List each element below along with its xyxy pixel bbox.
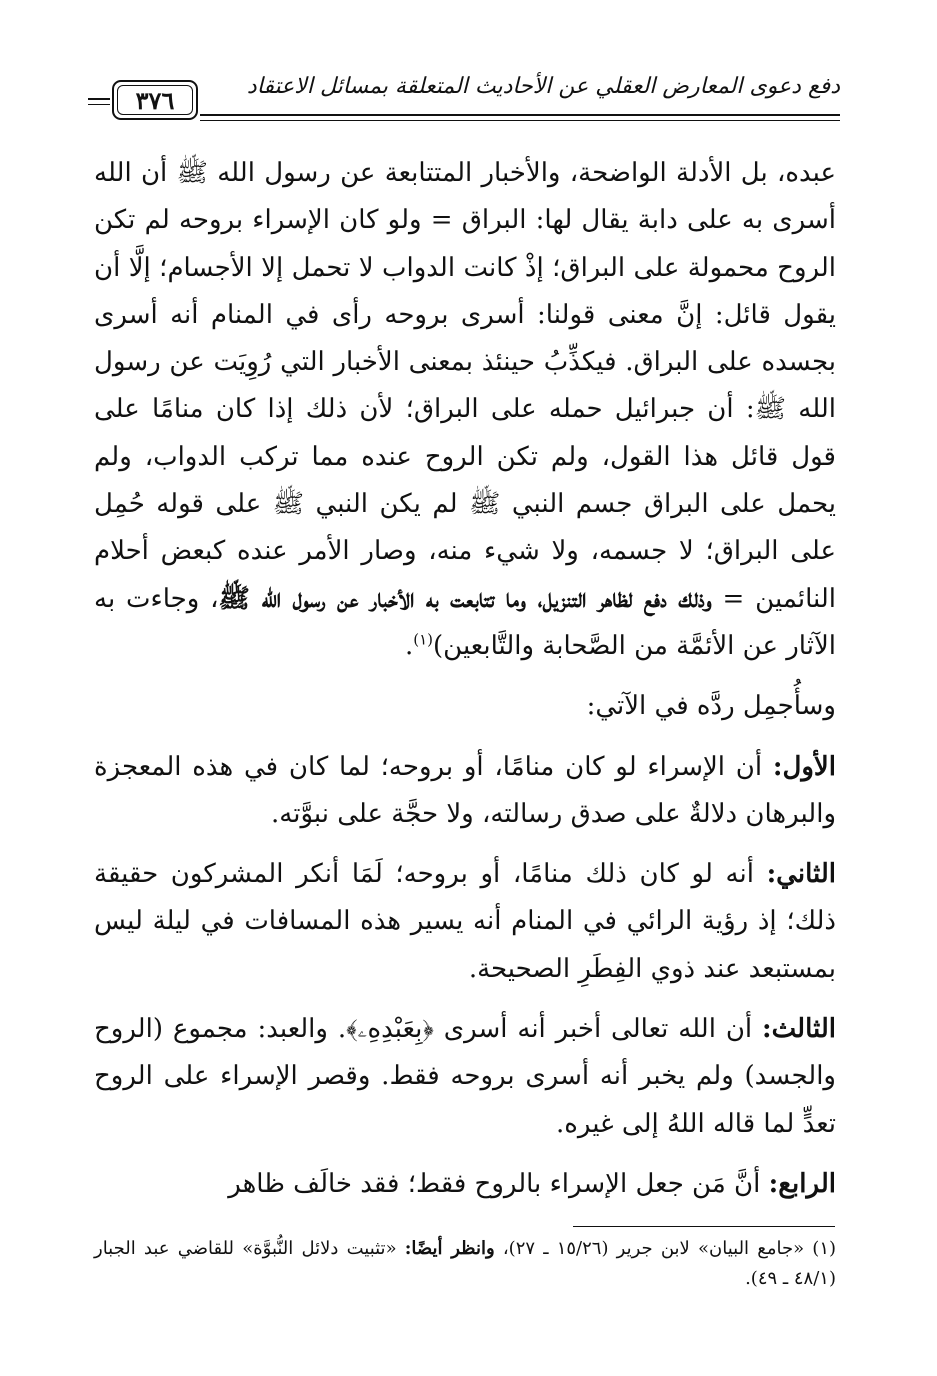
header-rule [200, 120, 840, 121]
footnote-bold-text: وانظر أيضًا: [404, 1238, 495, 1259]
quote-text: عبده، بل الأدلة الواضحة، والأخبار المتتابعة عن رسول الله ﷺ أن الله أسرى به على دابة يقال لها: البراق = ولو كان الإسراء بروحه لم تكن الروح محمولة على البراق؛ إذْ كانت الدواب لا تحمل إلا الأجسام؛ إلَّا أن يقول قائل: إنَّ معنى قولنا: أسرى بروحه رأى في المنام أنه أسرى بجسده على البراق. فيكذِّبُ حينئذ بمعنى الأخبار التي رُوِيَت عن رسول الله ﷺ: أن جبرائيل حمله على البراق؛ لأن ذلك إذا كان منامًا على قول قائل هذا القول، ولم تكن الروح عنده مما تركب الدواب، ولم يحمل على البراق جسم النبي ﷺ لم يكن النبي ﷺ على قوله حُمِل على البراق؛ لا جسمه، ولا شيء منه، وصار الأمر عنده كبعض أحلام النائمين = [94, 158, 836, 614]
footnote-text: «جامع البيان» لابن جرير (١٥/٢٦ ـ ٢٧)، [494, 1238, 813, 1259]
header-rule [88, 98, 110, 100]
page-number-frame [112, 80, 198, 120]
quote-period: . [404, 630, 414, 661]
page-header [88, 70, 840, 130]
footnote-text-end: «تثبيت دلائل النُّبوَّة» للقاضي عبد الجبار (٤٨/١ ـ ٤٩). [94, 1238, 836, 1289]
intro-line: وسأُجمِل ردَّه في الآتي: [586, 691, 836, 722]
point-label: الثاني: [766, 859, 836, 890]
main-text [94, 150, 836, 1208]
point-label: الأول: [772, 751, 836, 782]
footnote-separator [573, 1226, 835, 1227]
header-rule [200, 114, 840, 116]
footnote-number: (١) [812, 1238, 837, 1259]
point-second [94, 851, 836, 993]
footnote-reference[interactable]: (١) [413, 630, 434, 649]
running-title: دفع دعوى المعارض العقلي عن الأحاديث المتعلقة بمسائل الاعتقاد [246, 74, 840, 99]
point-third [94, 1006, 836, 1148]
point-label: الثالث: [762, 1014, 836, 1045]
point-label: الرابع: [768, 1168, 836, 1199]
page-number: ٣٧٦ [135, 86, 175, 115]
quote-text-end: ، وجاءت به الآثار عن الأئمَّة من الصَّحابة والتَّابعين) [94, 583, 836, 661]
point-text: أنَّ مَن جعل الإسراء بالروح فقط؛ فقد خالَف ظاهر [228, 1168, 769, 1199]
point-text: أن الله تعالى أخبر أنه أسرى ﴿بِعَبْدِهِۦ﴾. والعبد: مجموع (الروح والجسد) ولم يخبر أنه أسرى بروحه فقط. وقصر الإسراء على الروح تعدٍّ لما قاله اللهُ إلى غيره. [94, 1014, 836, 1139]
footnote [94, 1234, 836, 1294]
point-fourth [94, 1161, 836, 1208]
header-rule [88, 104, 110, 105]
point-text: أن الإسراء لو كان منامًا، أو بروحه؛ لما كان في هذه المعجزة والبرهان دلالةٌ على صدق رسالته، ولا حجَّة على نبوَّته. [94, 751, 836, 829]
point-first [94, 744, 836, 839]
quote-bold-text: وذلك دفع لظاهر التنزيل، وما تتابعت به الأخبار عن رسول الله ﷺ [218, 583, 712, 614]
quoted-paragraph [94, 150, 836, 670]
point-text: أنه لو كان ذلك منامًا، أو بروحه؛ لَمَا أنكر المشركون حقيقة ذلك؛ إذ رؤية الرائي في المنام أنه يسير هذه المسافات في ليلة ليس بمستبعد عند ذوي الفِطَرِ الصحيحة. [94, 859, 836, 984]
